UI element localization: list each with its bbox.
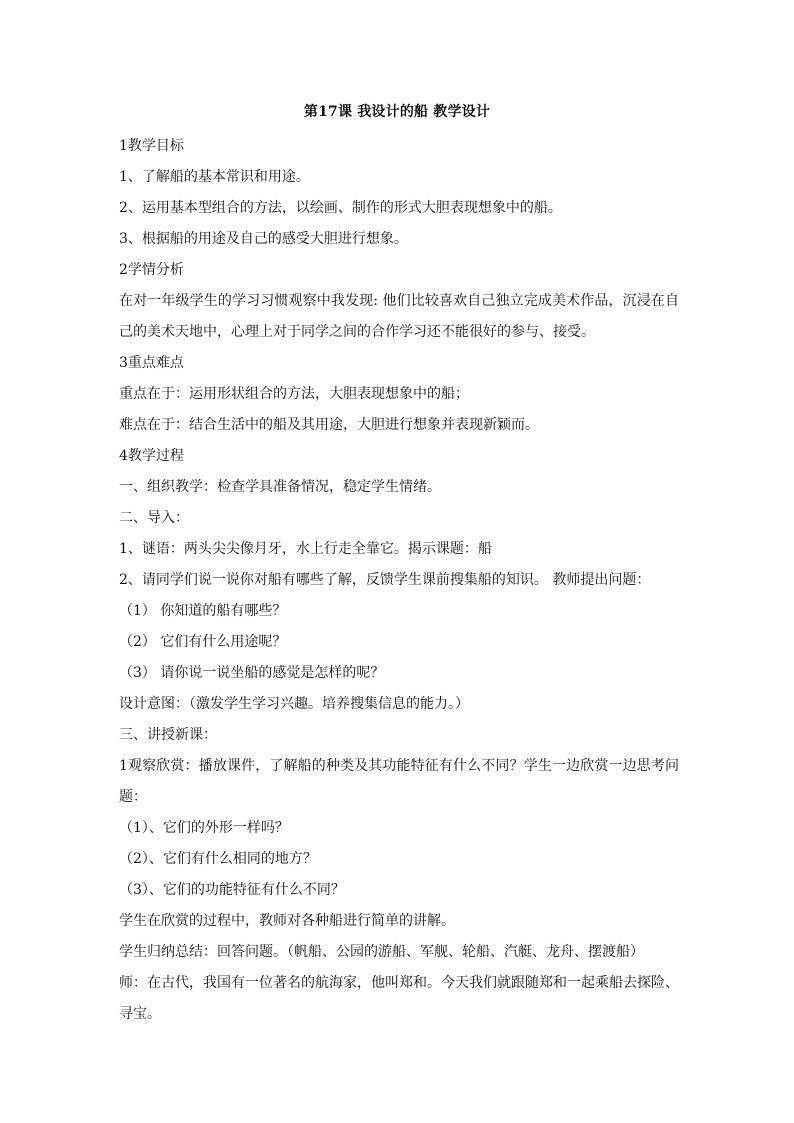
objective-item: 1、了解船的基本常识和用途。 xyxy=(119,169,310,185)
riddle-line: 1、谜语：两头尖尖像月牙，水上行走全靠它。揭示课题：船 xyxy=(119,541,492,557)
design-intent-line: 设计意图：（激发学生学习兴趣。培养搜集信息的能力。） xyxy=(119,696,469,712)
process-step: 一、组织教学：检查学具准备情况，稳定学生情绪。 xyxy=(119,479,441,495)
story-paragraph: 师：在古代，我国有一位著名的航海家，他叫郑和。今天我们就跟随郑和一起乘船去探险、寻宝。 xyxy=(119,975,679,1022)
objective-item: 2、运用基本型组合的方法，以绘画、制作的形式大胆表现想象中的船。 xyxy=(119,200,562,216)
section-heading-key-points: 3重点难点 xyxy=(119,355,184,371)
teaching-note-line: 学生在欣赏的过程中，教师对各种船进行简单的讲解。 xyxy=(119,913,455,929)
question-item: （2） 它们有什么用途呢？ xyxy=(119,634,287,650)
key-point-line: 重点在于：运用形状组合的方法，大胆表现想象中的船； xyxy=(119,386,469,402)
section-heading-objectives: 1教学目标 xyxy=(119,138,184,154)
question-item: （3） 请你说一说坐船的感觉是怎样的呢？ xyxy=(119,665,385,681)
observation-paragraph: 1观察欣赏：播放课件，了解船的种类及其功能特征有什么不同？学生一边欣赏一边思考问题： xyxy=(119,758,679,805)
section-heading-process: 4教学过程 xyxy=(119,448,184,464)
objective-item: 3、根据船的用途及自己的感受大胆进行想象。 xyxy=(119,231,408,247)
question-item: （1）、它们的外形一样吗？ xyxy=(119,820,289,836)
analysis-paragraph: 在对一年级学生的学习习惯观察中我发现: 他们比较喜欢自己独立完成美术作品，沉浸在自己的美术天地中，心理上对于同学之间的合作学习还不能很好的参与、接受。 xyxy=(119,293,679,340)
question-item: （2）、它们有什么相同的地方？ xyxy=(119,851,317,867)
process-step: 二、导入： xyxy=(119,510,189,526)
section-heading-analysis: 2学情分析 xyxy=(119,262,184,278)
question-item: （3）、它们的功能特征有什么不同？ xyxy=(119,882,345,898)
document-body xyxy=(119,131,679,1030)
difficulty-line: 难点在于：结合生活中的船及其用途，大胆进行想象并表现新颖而。 xyxy=(119,417,539,433)
document-title: 第17课 我设计的船 教学设计 xyxy=(303,104,491,120)
process-step: 三、讲授新课： xyxy=(119,727,217,743)
summary-line: 学生归纳总结：回答问题。（帆船、公园的游船、军舰、轮船、汽艇、龙舟、摆渡船） xyxy=(119,944,644,960)
question-item: （1） 你知道的船有哪些？ xyxy=(119,603,287,619)
discussion-line: 2、请同学们说一说你对船有哪些了解，反馈学生课前搜集船的知识。 教师提出问题： xyxy=(119,572,651,588)
